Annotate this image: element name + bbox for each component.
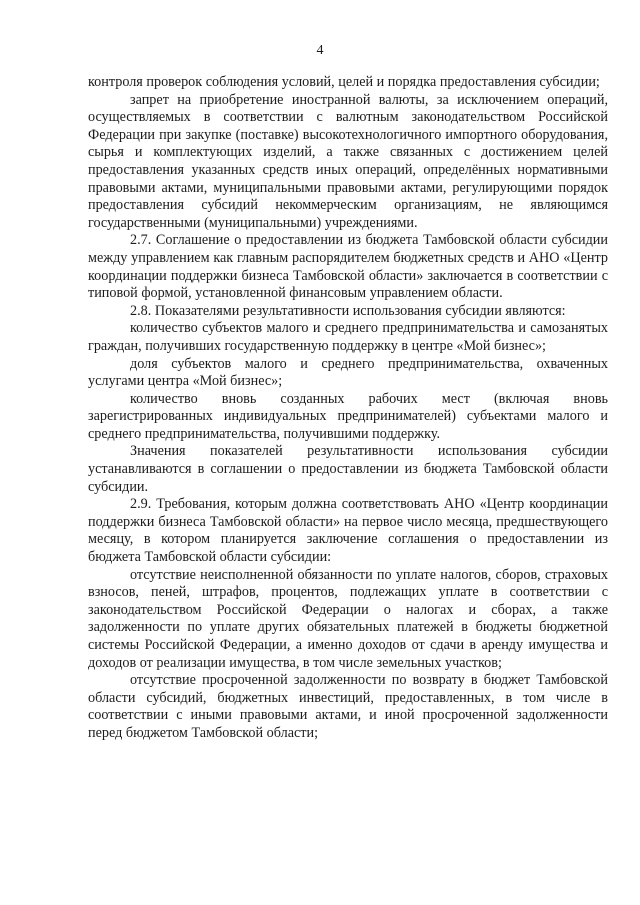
paragraph-indicator-2: доля субъектов малого и среднего предпринимательства, охваченных услугами центра «Мой бизнес»; <box>88 355 608 390</box>
paragraph-indicator-1: количество субъектов малого и среднего предпринимательства и самозанятых граждан, получивших государственную поддержку в центре «Мой бизнес»; <box>88 320 608 354</box>
paragraph-2-9: 2.9. Требования, которым должна соответствовать АНО «Центр координации поддержки бизнеса Тамбовской области» на первое число месяца, предшествующего месяцу, в котором планируется заключение соглашения о предоставлении из бюджета Тамбовской области субсидии: <box>88 496 608 566</box>
document-body <box>88 74 608 743</box>
paragraph-indicator-values: Значения показателей результативности использования субсидии устанавливаются в соглашении о предоставлении из бюджета Тамбовской области субсидии. <box>88 443 608 495</box>
paragraph-indicator-3: количество вновь созданных рабочих мест (включая вновь зарегистрированных индивидуальных предпринимателей) субъектами малого и среднего предпринимательства, получившими поддержку. <box>88 390 608 442</box>
paragraph-2-7: 2.7. Соглашение о предоставлении из бюджета Тамбовской области субсидии между управлением как главным распорядителем бюджетных средств и АНО «Центр координации поддержки бизнеса Тамбовской области» заключается в соответствии с типовой формой, установленной финансовым управлением области. <box>88 232 608 302</box>
paragraph-2-8: 2.8. Показателями результативности использования субсидии являются: <box>130 302 566 319</box>
page-number: 4 <box>316 43 324 58</box>
paragraph-requirement-2: отсутствие просроченной задолженности по возврату в бюджет Тамбовской области субсидий, бюджетных инвестиций, предоставленных, в том числе в соответствии с иными правовыми актами, и иной просроченной задолженности перед бюджетом Тамбовской области; <box>88 672 608 741</box>
paragraph-requirement-1: отсутствие неисполненной обязанности по уплате налогов, сборов, страховых взносов, пеней, штрафов, процентов, подлежащих уплате в соответствии с законодательством Российской Федерации о налогах и сборах, а также задолженности по уплате других обязательных платежей в бюджеты бюджетной системы Российской Федерации, а именно доходов от сдачи в аренду имущества и доходов от реализации имущества, в том числе земельных участков; <box>88 566 608 671</box>
paragraph-currency-ban: запрет на приобретение иностранной валюты, за исключением операций, осуществляемых в соответствии с валютным законодательством Российской Федерации при закупке (поставке) высокотехнологичного импортного оборудования, сырья и комплектующих изделий, а также связанных с достижением целей предоставления указанных средств иных операций, определённых нормативными правовыми актами, муниципальными правовыми актами, регулирующими порядок предоставления субсидий некоммерческим организациям, не являющимся государственными (муниципальными) учреждениями. <box>88 91 608 231</box>
paragraph-continuation: контроля проверок соблюдения условий, целей и порядка предоставления субсидии; <box>88 74 600 90</box>
